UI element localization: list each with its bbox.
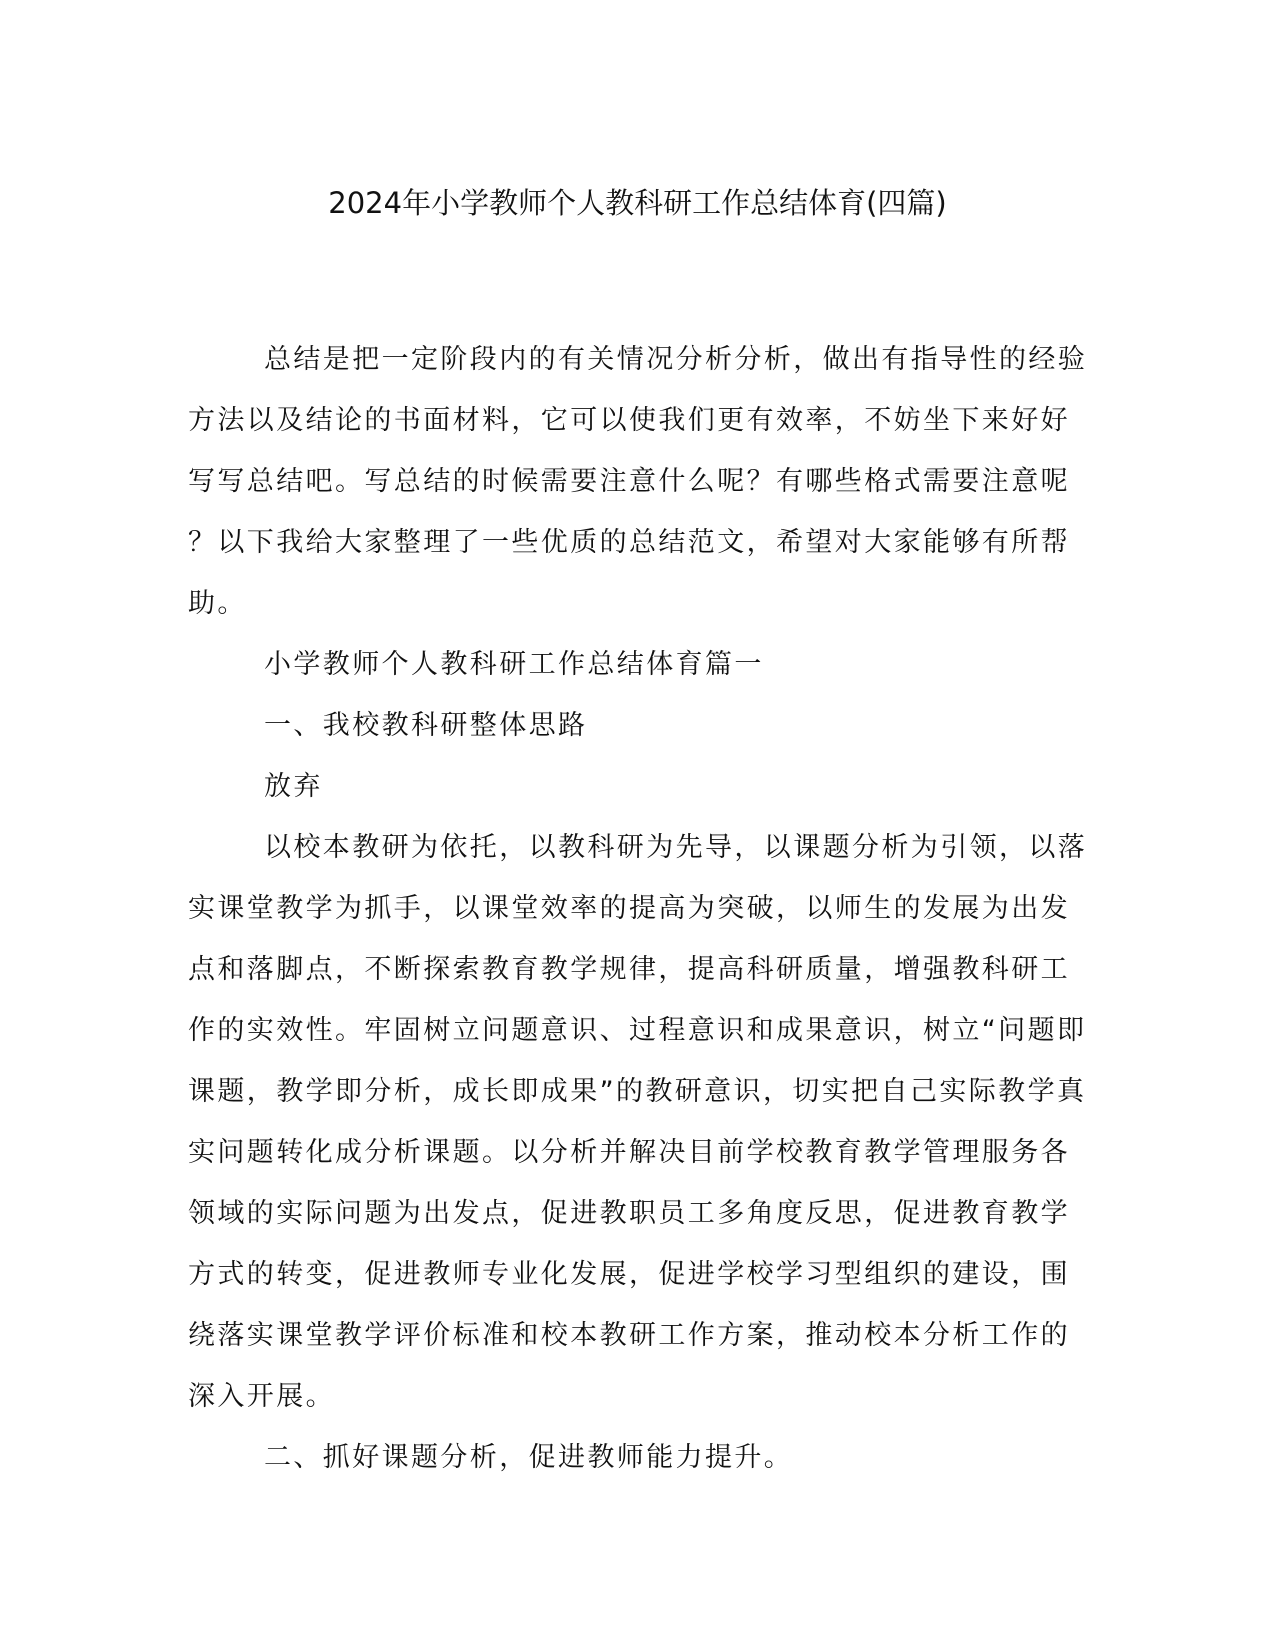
body-line: ？以下我给大家整理了一些优质的总结范文，希望对大家能够有所帮 [188,527,1070,558]
body-line: 课题，教学即分析，成长即成果”的教研意识，切实把自己实际教学真 [188,1076,1087,1107]
document-body [188,329,1088,1488]
subsection-heading: 一、我校教科研整体思路 [264,710,588,741]
body-line: 作的实效性。牢固树立问题意识、过程意识和成果意识，树立“问题即 [188,1015,1087,1046]
body-line: 放弃 [264,771,323,802]
body-line: 方法以及结论的书面材料，它可以使我们更有效率，不妨坐下来好好 [188,405,1070,436]
body-line: 写写总结吧。写总结的时候需要注意什么呢？有哪些格式需要注意呢 [188,466,1070,497]
document-title: 2024年小学教师个人教科研工作总结体育(四篇) [328,186,947,220]
body-line: 实课堂教学为抓手，以课堂效率的提高为突破，以师生的发展为出发 [188,893,1070,924]
section-heading: 小学教师个人教科研工作总结体育篇一 [264,649,764,680]
body-line: 点和落脚点，不断探索教育教学规律，提高科研质量，增强教科研工 [188,954,1070,985]
body-line: 实问题转化成分析课题。以分析并解决目前学校教育教学管理服务各 [188,1137,1070,1168]
body-line: 深入开展。 [188,1381,335,1412]
body-line: 绕落实课堂教学评价标准和校本教研工作方案，推动校本分析工作的 [188,1320,1070,1351]
body-line: 助。 [188,588,247,619]
body-line: 以校本教研为依托，以教科研为先导，以课题分析为引领，以落 [264,832,1088,863]
body-line: 总结是把一定阶段内的有关情况分析分析，做出有指导性的经验 [264,344,1088,375]
body-line: 方式的转变，促进教师专业化发展，促进学校学习型组织的建设，围 [188,1259,1070,1290]
body-line: 领域的实际问题为出发点，促进教职员工多角度反思，促进教育教学 [188,1198,1070,1229]
subsection-heading: 二、抓好课题分析，促进教师能力提升。 [264,1442,794,1473]
